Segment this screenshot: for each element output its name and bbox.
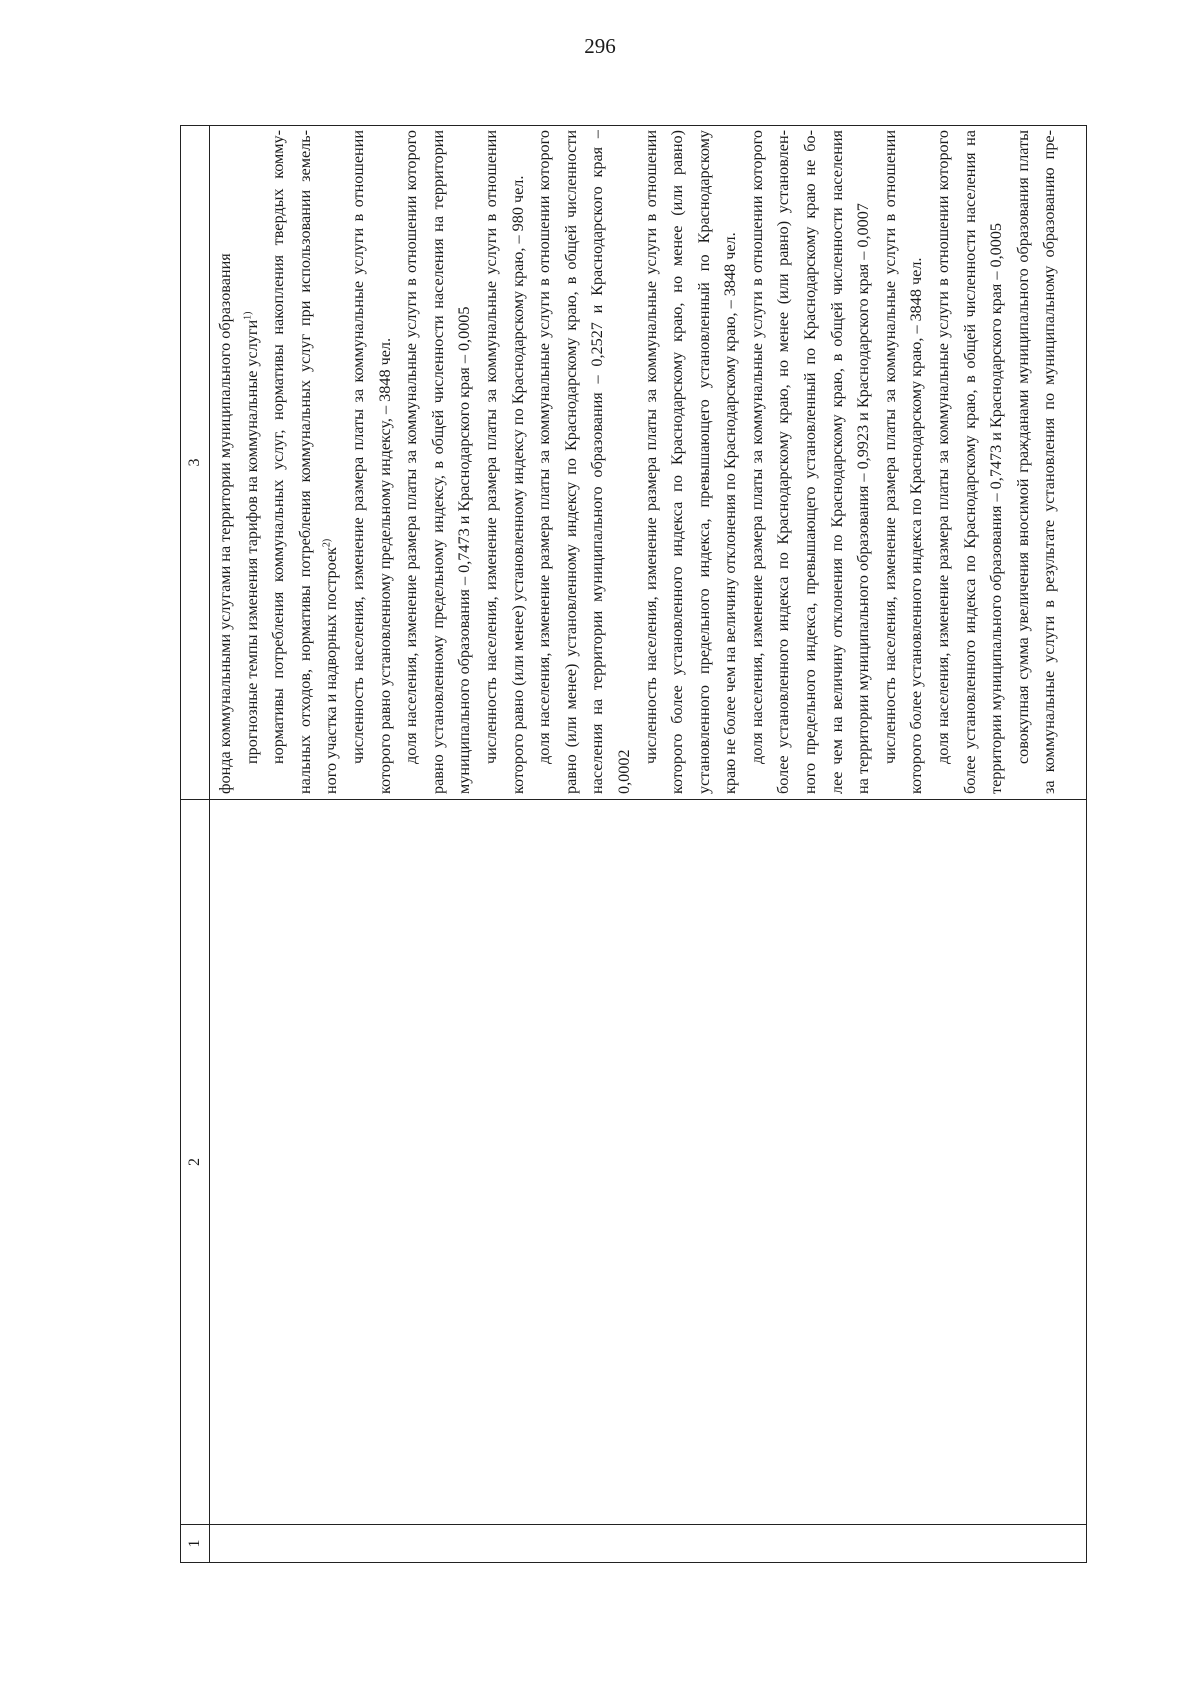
text-line xyxy=(318,130,345,794)
text-line xyxy=(1010,130,1037,794)
text-line-content: численность населения, изменение размера платы за коммунальные услуги в отношении xyxy=(641,130,660,764)
footnote-mark: 1) xyxy=(242,311,254,320)
rotated-table-container xyxy=(180,126,1087,1563)
text-line-content: которого равно (или менее) установленному индексу по Краснодарскому краю, – 980 чел. xyxy=(508,175,527,794)
text-line-content: на территории муниципального образования – 0,9923 и Краснодарского края – 0,0007 xyxy=(854,203,873,794)
cell-col-2 xyxy=(210,800,1087,1525)
table-header-row xyxy=(181,126,210,1563)
text-line-content: установленного предельного индекса, превышающего установленный по Краснодарскому xyxy=(694,130,713,794)
text-line-content: за коммунальные услуги в результате установления по муниципальному образованию пре- xyxy=(1040,130,1059,794)
text-line-content: более установленного индекса по Краснодарскому краю, в общей численности населения на xyxy=(960,130,979,794)
text-line-content: ного предельного индекса, превышающего установленный по Краснодарскому краю не бо- xyxy=(801,130,820,794)
text-line-content: которого более установленного индекса по Краснодарскому краю, но менее (или равно) xyxy=(668,130,687,794)
data-table xyxy=(180,125,1087,1563)
text-line xyxy=(478,130,505,794)
text-line-content: которого равно установленному предельному индексу, – 3848 чел. xyxy=(375,337,394,794)
text-line-content: равно (или менее) установленному индексу по Краснодарскому краю, в общей численности xyxy=(561,130,580,794)
page-number: 296 xyxy=(584,34,616,58)
text-line-content: нормативы потребления коммунальных услуг, нормативы накопления твердых комму- xyxy=(269,130,288,764)
text-line-content: доля населения, изменение размера платы за коммунальные услуги в отношении которого xyxy=(934,130,953,764)
text-line xyxy=(903,130,930,794)
text-line xyxy=(717,130,744,794)
text-line xyxy=(983,130,1010,794)
text-line-content: доля населения, изменение размера платы за коммунальные услуги в отношении которого xyxy=(402,130,421,764)
text-line xyxy=(877,130,904,794)
text-line-content: которого более установленного индекса по Краснодарскому краю, – 3848 чел. xyxy=(907,257,926,794)
text-line xyxy=(824,130,851,794)
cell-col-1 xyxy=(210,1525,1087,1563)
header-col-2: 2 xyxy=(181,800,210,1525)
table-body-row xyxy=(210,126,1087,1563)
text-line xyxy=(558,130,585,794)
text-line-content: ного участка и надворных построек xyxy=(322,547,341,794)
text-line-content: численность населения, изменение размера платы за коммунальные услуги в отношении xyxy=(880,130,899,764)
text-line xyxy=(398,130,425,794)
text-line-content: территории муниципального образования – 0,7473 и Краснодарского края – 0,0005 xyxy=(987,222,1006,794)
text-line xyxy=(930,130,957,794)
text-line xyxy=(372,130,399,794)
text-line xyxy=(531,130,558,794)
text-line-content: 0,0002 xyxy=(614,749,633,794)
text-line xyxy=(691,130,718,794)
text-line xyxy=(664,130,691,794)
footnote-mark: 2) xyxy=(321,538,333,548)
text-line-content: более установленного индекса по Краснодарскому краю, но менее (или равно) установлен- xyxy=(774,130,793,794)
text-line-content: нальных отходов, нормативы потребления коммунальных услуг при использовании земель- xyxy=(295,130,314,794)
text-line xyxy=(345,130,372,794)
text-line-content: муниципального образования – 0,7473 и Краснодарского края – 0,0005 xyxy=(455,306,474,794)
cell-col-3 xyxy=(210,126,1087,800)
text-line xyxy=(425,130,452,794)
text-line-content: доля населения, изменение размера платы за коммунальные услуги в отношении которого xyxy=(535,130,554,764)
text-line-content: прогнозные темпы изменения тарифов на коммунальные услуги xyxy=(242,319,261,764)
text-line xyxy=(584,130,611,794)
text-line xyxy=(797,130,824,794)
text-line xyxy=(770,130,797,794)
text-line xyxy=(239,130,266,794)
text-line-content: фонда коммунальными услугами на территории муниципального образования xyxy=(216,253,234,794)
text-line-content: краю не более чем на величину отклонения по Краснодарскому краю, – 3848 чел. xyxy=(721,232,740,794)
header-col-3: 3 xyxy=(181,126,210,800)
text-line-content: равно установленному предельному индексу, в общей численности населения на территории xyxy=(428,130,447,794)
text-line xyxy=(212,130,239,794)
text-line xyxy=(505,130,532,794)
text-line xyxy=(957,130,984,794)
text-line xyxy=(638,130,665,794)
text-line-content: доля населения, изменение размера платы за коммунальные услуги в отношении которого xyxy=(747,130,766,764)
text-line xyxy=(451,130,478,794)
text-line xyxy=(744,130,771,794)
text-line-content: численность населения, изменение размера платы за коммунальные услуги в отношении xyxy=(348,130,367,764)
text-line xyxy=(265,130,292,794)
text-line xyxy=(850,130,877,794)
text-line-content: совокупная сумма увеличения вносимой гражданами муниципального образования платы xyxy=(1013,130,1032,764)
text-line xyxy=(611,130,638,794)
text-line xyxy=(292,130,319,794)
cell-col-3-text xyxy=(212,130,1063,794)
text-line-content: численность населения, изменение размера платы за коммунальные услуги в отношении xyxy=(481,130,500,764)
text-line xyxy=(1036,130,1063,794)
header-col-1: 1 xyxy=(181,1525,210,1563)
text-line-content: населения на территории муниципального образования – 0,2527 и Краснодарского края – xyxy=(588,130,607,794)
text-line-content: лее чем на величину отклонения по Краснодарскому краю, в общей численности населения xyxy=(827,130,846,794)
